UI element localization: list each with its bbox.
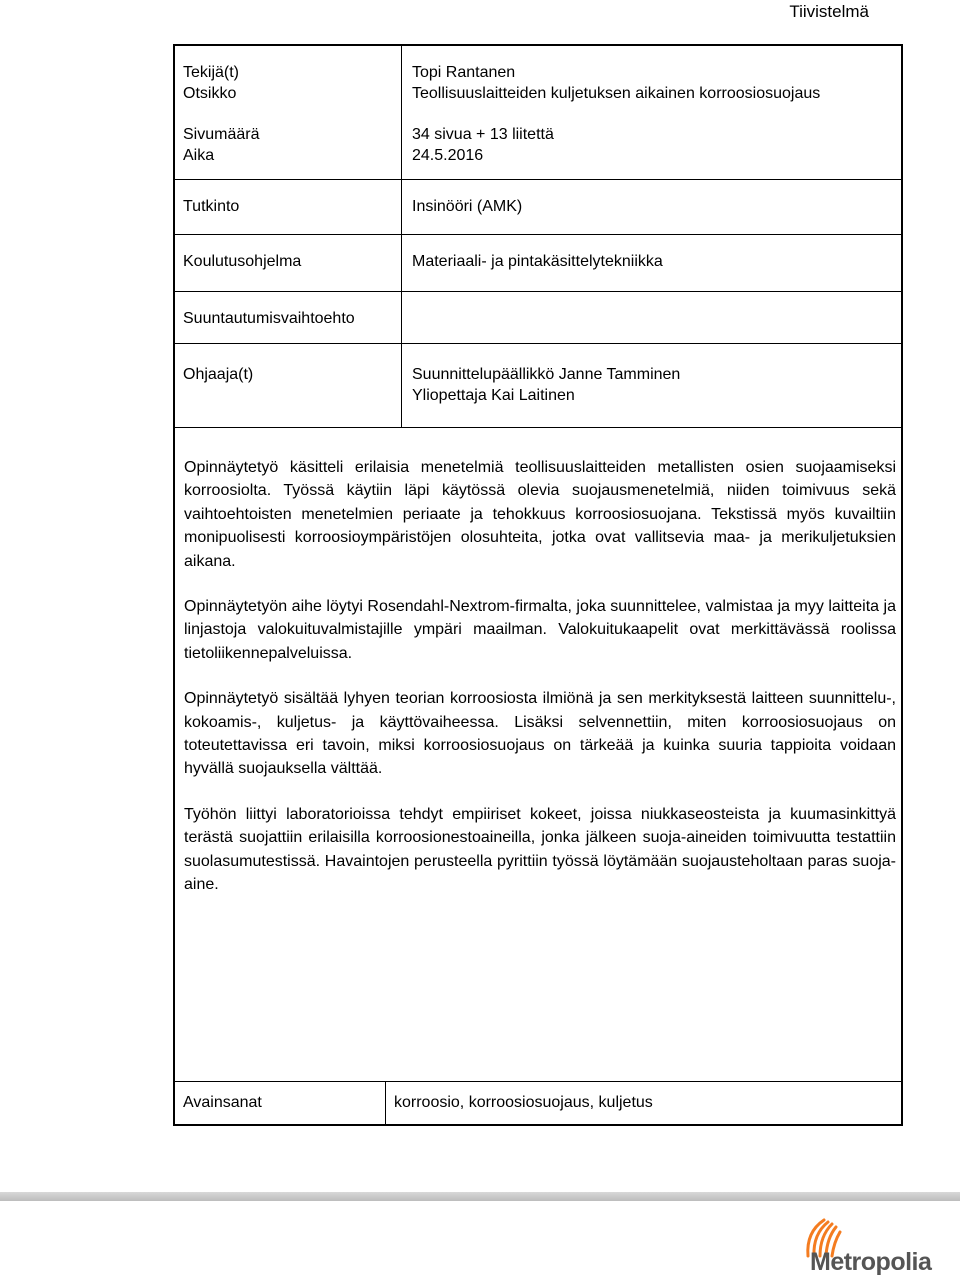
pages-value: 34 sivua + 13 liitettä — [412, 126, 554, 143]
pages-label: Sivumäärä — [183, 126, 260, 143]
label-cell — [175, 46, 402, 179]
degree-value: Insinööri (AMK) — [412, 198, 523, 215]
keywords-label: Avainsanat — [183, 1094, 262, 1111]
abstract-paragraph: Opinnäytetyö käsitteli erilaisia menetelmiä teollisuuslaitteiden metallisten osien suojaamiseksi korroosiolta. Työssä käytiin läpi käytössä olevia suojausmenetelmiä, niiden toimivuus sekä vaihtoehtoisten menetelmien periaate ja tehokkuus korroosiosuojana. Tekstissä myös kuvailtiin monipuolisesti korroosioympäristöjen olosuhteita, jotka ovat vallitsevia maa- ja merikuljetuksien aikana. — [184, 459, 896, 570]
label-cell — [175, 1082, 386, 1124]
abstract-paragraph: Työhön liittyi laboratorioissa tehdyt empiiriset kokeet, joissa niukkaseosteista ja kuumasinkittyä terästä suojattiin erilaisilla korroosionestoaineilla, jonka jälkeen suoja-aineiden toimivuutta testattiin suolasumutestissä. Havaintojen perusteella pyrittiin työssä löytämään suojausteholtaan paras suoja-aine. — [184, 805, 896, 894]
abstract-body — [184, 456, 896, 919]
abstract-form — [173, 44, 903, 1126]
date-value: 24.5.2016 — [412, 147, 484, 164]
footer-divider — [0, 1192, 960, 1201]
label-cell — [175, 180, 402, 234]
supervisors-label: Ohjaaja(t) — [183, 366, 254, 383]
info-row-degree — [175, 180, 901, 235]
programme-label: Koulutusohjelma — [183, 253, 302, 270]
date-label: Aika — [183, 147, 215, 164]
author-label: Tekijä(t) — [183, 64, 240, 81]
abstract-paragraph: Opinnäytetyö sisältää lyhyen teorian korroosiosta ilmiönä ja sen merkityksestä laitteen suunnittelu-, kokoamis-, kuljetus- ja käyttövaiheessa. Lisäksi selvennettiin, miten korroosiosuojaus on toteutettavissa eri tavoin, miksi korroosiosuojaus on tärkeää ja kuinka suuria tappioita voidaan hyvällä suojauksella välttää. — [184, 690, 896, 778]
title-label: Otsikko — [183, 85, 237, 102]
supervisor-1: Suunnittelupäällikkö Janne Tamminen — [412, 366, 681, 383]
logo-wordmark: Metropolia — [810, 1248, 932, 1276]
specialisation-label: Suuntautumisvaihtoehto — [183, 310, 355, 327]
keywords-row — [175, 1081, 901, 1124]
author-value: Topi Rantanen — [412, 64, 516, 81]
keywords-value: korroosio, korroosiosuojaus, kuljetus — [394, 1094, 653, 1111]
info-row-specialisation — [175, 292, 901, 344]
label-cell — [175, 292, 402, 343]
info-row-supervisors — [175, 344, 901, 428]
abstract-paragraph: Opinnäytetyön aihe löytyi Rosendahl-Nextrom-firmalta, joka suunnittelee, valmistaa ja myy laitteita ja linjastoja valokuituvalmistajille ympäri maailman. Valokuitukaapelit ovat merkittävässä roolissa tietoliikennepalveluissa. — [184, 598, 896, 662]
title-value: Teollisuuslaitteiden kuljetuksen aikainen korroosiosuojaus — [412, 85, 821, 102]
programme-value: Materiaali- ja pintakäsittelytekniikka — [412, 253, 663, 270]
page-header-title: Tiivistelmä — [789, 2, 869, 21]
info-row-programme — [175, 235, 901, 292]
label-cell — [175, 235, 402, 291]
supervisor-2: Yliopettaja Kai Laitinen — [412, 387, 575, 404]
info-row-basic — [175, 46, 901, 180]
degree-label: Tutkinto — [183, 198, 240, 215]
label-cell — [175, 344, 402, 427]
